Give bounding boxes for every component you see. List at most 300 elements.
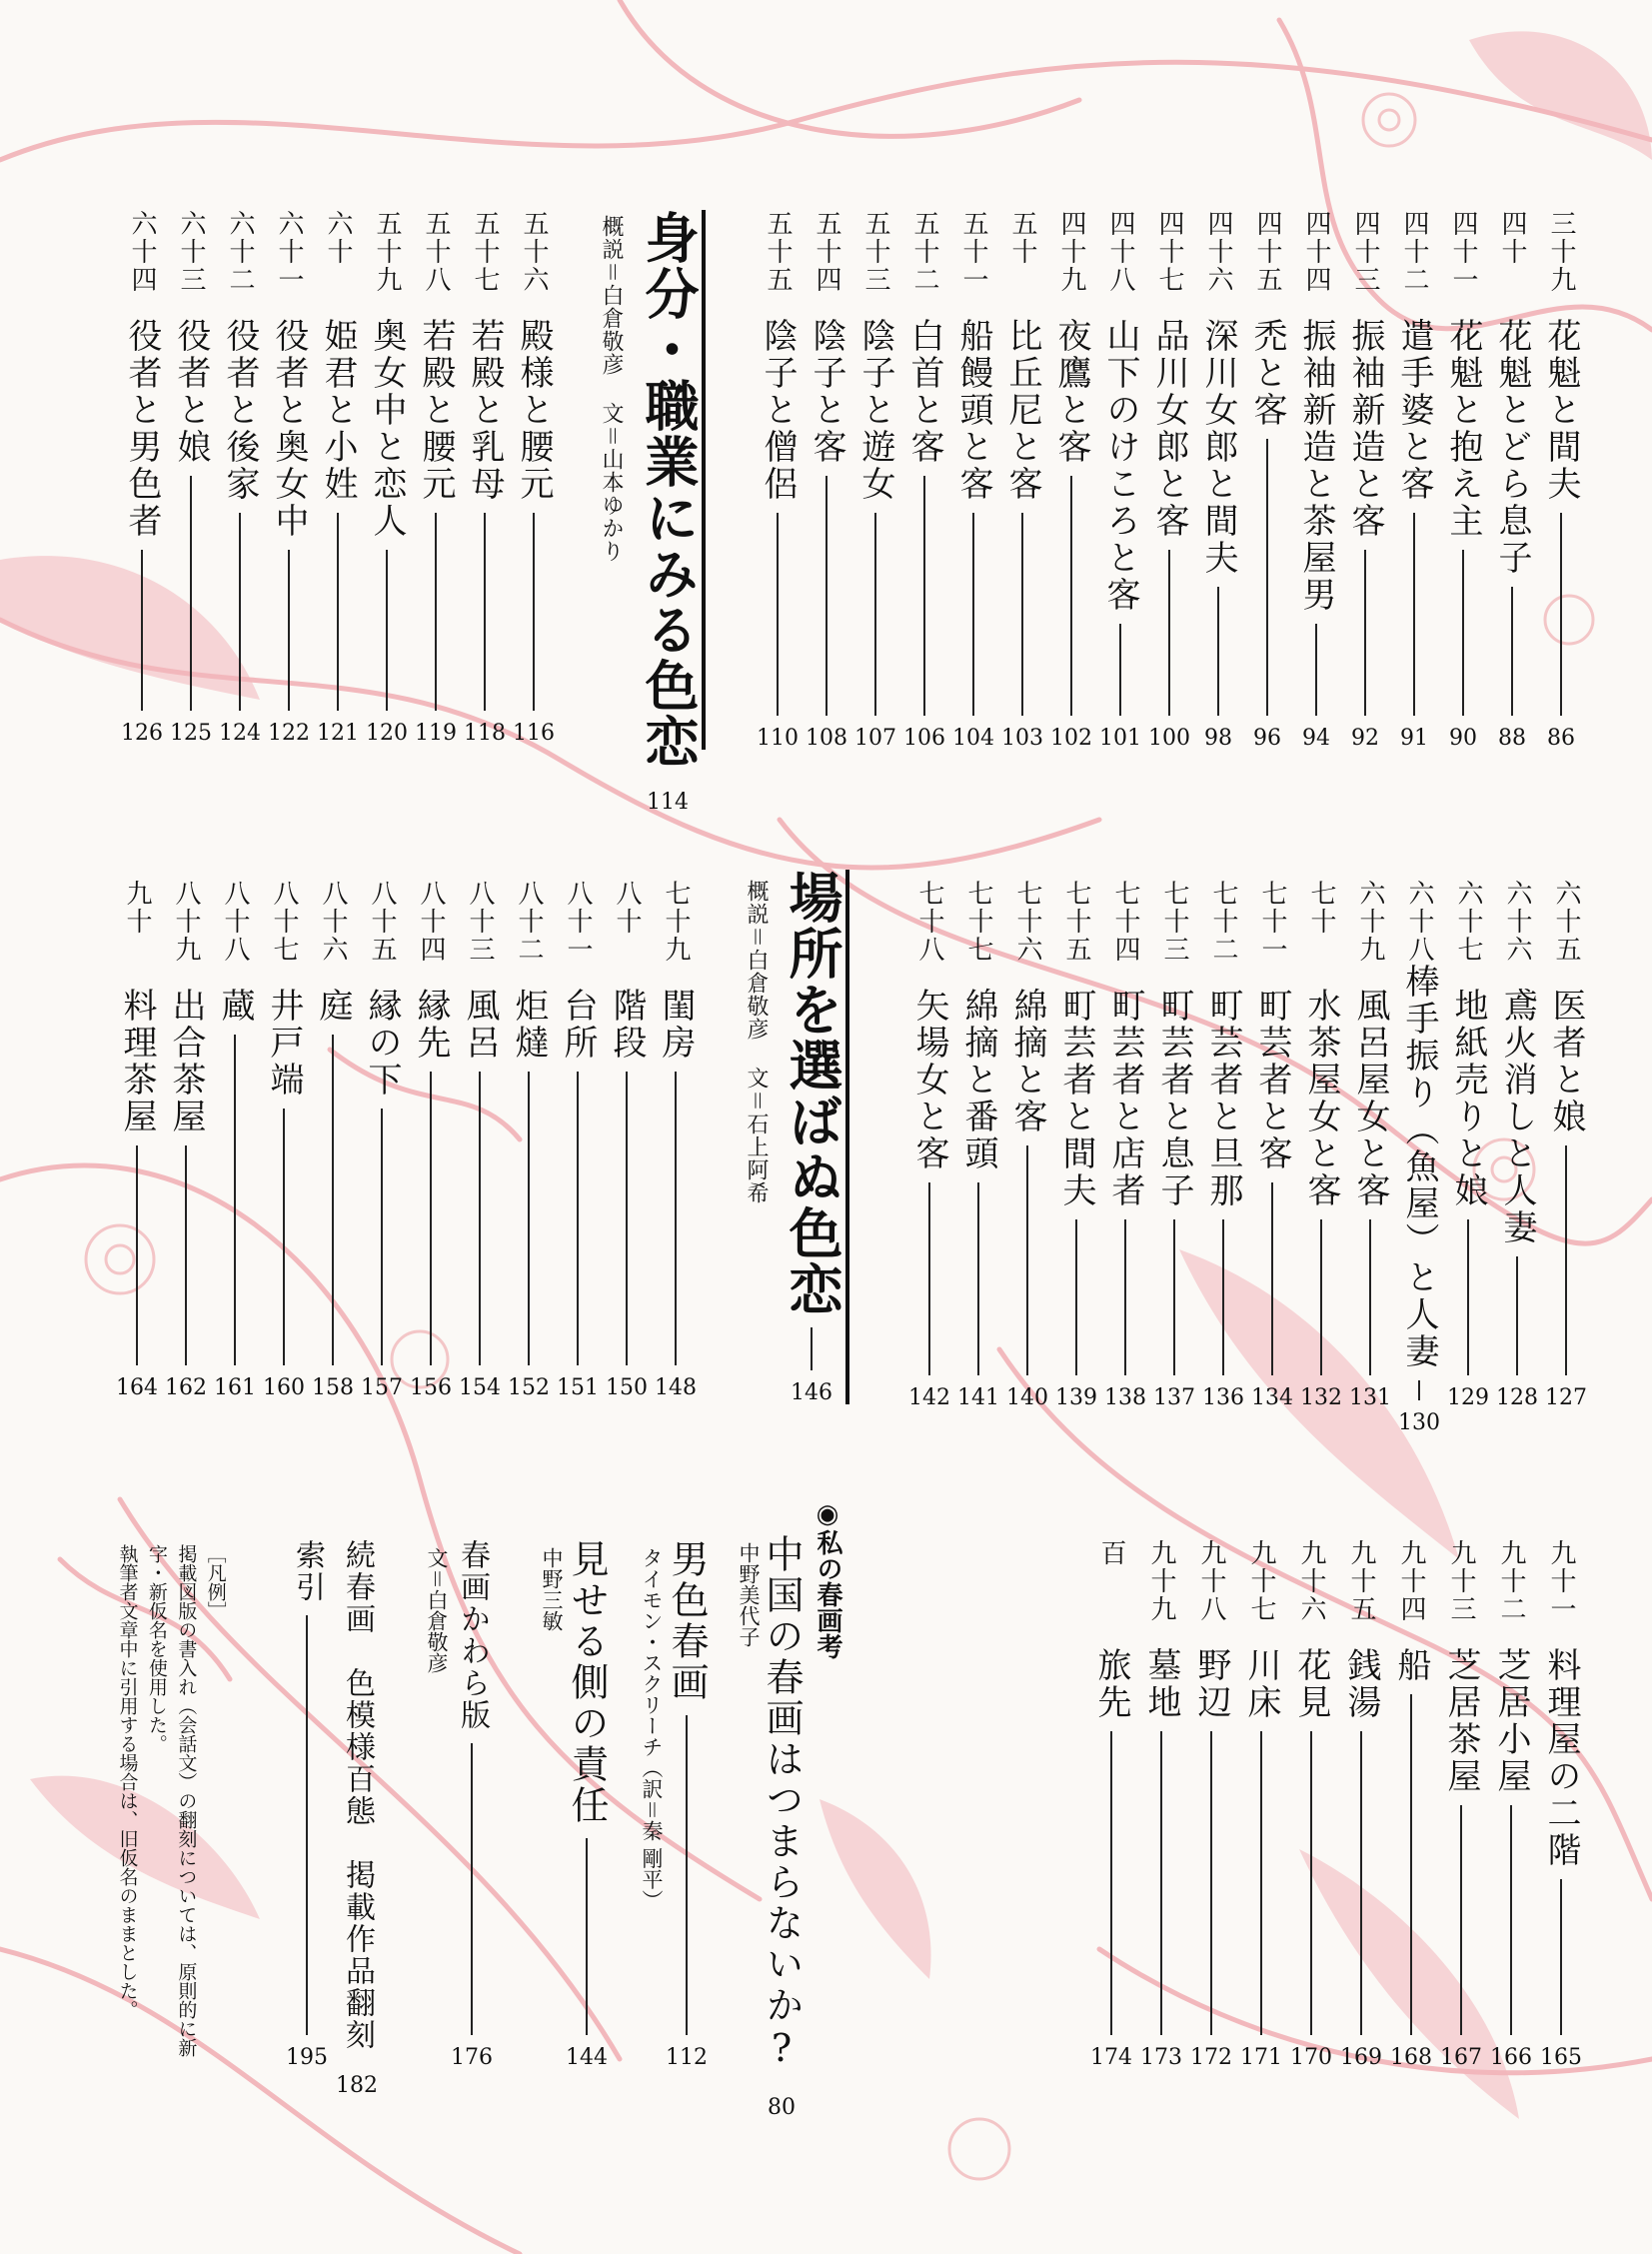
- leader-line: [306, 1615, 308, 2035]
- entry-title: 医者と娘: [1546, 988, 1586, 1135]
- entry-page: 157: [361, 1375, 403, 1400]
- leader-line: [1260, 1731, 1262, 2035]
- entry-title: 縁先: [411, 988, 451, 1062]
- leader-line: [1070, 476, 1072, 716]
- notes-line: 字・新仮名を使用した。: [145, 1544, 168, 1753]
- leader-line: [1266, 439, 1268, 716]
- toc-entry[interactable]: [605, 880, 649, 1399]
- entry-page: 158: [312, 1375, 354, 1400]
- entry-page: 125: [170, 721, 212, 746]
- leader-line: [528, 1072, 530, 1365]
- leader-line: [1510, 1805, 1512, 2035]
- entry-number: 七十五: [1061, 880, 1091, 964]
- leader-line: [826, 476, 827, 716]
- entry-title: 綿摘と客: [1007, 988, 1047, 1135]
- toc-entry[interactable]: [1343, 210, 1387, 750]
- entry-number: 九十六: [1296, 1539, 1326, 1623]
- leader-line: [1222, 1219, 1224, 1375]
- entry-number: 四十九: [1056, 210, 1086, 294]
- toc-entry[interactable]: [1348, 880, 1392, 1409]
- toc-entry[interactable]: [1489, 1539, 1533, 2069]
- entry-number: 五十七: [470, 210, 500, 294]
- leader-line: [874, 513, 876, 716]
- section-page: 146: [791, 1380, 832, 1405]
- leader-line: [1173, 1219, 1175, 1375]
- entry-title: 川床: [1241, 1647, 1281, 1721]
- entry-title: 墓地: [1141, 1647, 1181, 1721]
- leader-line: [1168, 550, 1170, 716]
- leader-line: [1369, 1219, 1371, 1375]
- toc-entry[interactable]: [1544, 880, 1588, 1409]
- section-writer: 文＝山本ゆかり: [599, 402, 624, 564]
- leader-line: [239, 513, 241, 711]
- entry-number: 四十四: [1301, 210, 1331, 294]
- entry-number: 四十: [1497, 210, 1527, 266]
- leader-line: [1364, 550, 1366, 716]
- entry-page: 131: [1349, 1385, 1391, 1410]
- entry-title: 若殿と乳母: [465, 318, 505, 503]
- entry-title: 禿と客: [1247, 318, 1287, 429]
- leader-line: [283, 1109, 285, 1365]
- essay-author: 中野美代子: [737, 1542, 761, 1647]
- leader-line: [136, 1145, 138, 1365]
- entry-page: 173: [1140, 2045, 1182, 2070]
- entry-number: 五十一: [958, 210, 988, 294]
- toc-entry[interactable]: [1152, 880, 1196, 1409]
- leader-line: [928, 1182, 930, 1375]
- toc-entry[interactable]: [169, 210, 213, 745]
- entry-page: 101: [1099, 726, 1141, 751]
- section-writer: 文＝石上阿希: [744, 1067, 769, 1205]
- toc-entry[interactable]: [1189, 1539, 1233, 2069]
- entry-title: 蔵: [215, 988, 255, 1025]
- leader-line: [1160, 1731, 1162, 2035]
- leader-line: [479, 1072, 481, 1365]
- toc-entry[interactable]: [164, 880, 208, 1399]
- entry-page: 103: [1001, 726, 1043, 751]
- leader-line: [1418, 1380, 1420, 1400]
- essay-page: 80: [768, 2095, 796, 2120]
- essay-entry[interactable]: [450, 1539, 494, 2069]
- essay-page: 195: [286, 2045, 328, 2070]
- essay-entry[interactable]: [760, 1534, 804, 2120]
- toc-entry[interactable]: [902, 210, 946, 750]
- entry-title: 芝居茶屋: [1441, 1647, 1481, 1795]
- toc-entry[interactable]: [1441, 210, 1485, 750]
- toc-entry[interactable]: [512, 210, 556, 745]
- entry-title: 役者と奥女中: [269, 318, 309, 540]
- entry-title: 地紙売りと娘: [1448, 988, 1488, 1209]
- toc-entry[interactable]: [956, 880, 1000, 1409]
- toc-entry[interactable]: [853, 210, 897, 750]
- entry-title: 縁の下: [362, 988, 402, 1099]
- essay-page: 182: [336, 2073, 378, 2098]
- entry-page: 152: [508, 1375, 550, 1400]
- toc-entry[interactable]: [951, 210, 995, 750]
- toc-entry[interactable]: [1389, 1539, 1433, 2069]
- entry-page: 98: [1204, 726, 1232, 751]
- leader-line: [1075, 1219, 1077, 1375]
- entry-number: 六十九: [1355, 880, 1385, 964]
- entry-title: 花魁と間夫: [1541, 318, 1581, 503]
- section-credits: [600, 215, 622, 563]
- section-heading[interactable]: [636, 210, 700, 815]
- leader-line: [533, 513, 535, 711]
- entry-title: 芝居小屋: [1491, 1647, 1531, 1795]
- leader-line: [1217, 587, 1219, 716]
- toc-entry[interactable]: [1201, 880, 1245, 1409]
- entry-page: 164: [116, 1375, 158, 1400]
- toc-entry[interactable]: [654, 880, 698, 1399]
- leader-line: [1467, 1219, 1469, 1375]
- essay-entry[interactable]: [665, 1539, 709, 2069]
- entry-number: 四十五: [1252, 210, 1282, 294]
- entry-page: 108: [806, 726, 847, 751]
- entry-number: 四十二: [1399, 210, 1429, 294]
- essay-author: 中野三敏: [540, 1547, 564, 1631]
- entry-page: 120: [366, 721, 408, 746]
- essay-title: 中国の春画はつまらないか?: [760, 1534, 804, 2073]
- toc-entry[interactable]: [218, 210, 262, 745]
- leader-line: [1360, 1731, 1362, 2035]
- toc-entry[interactable]: [360, 880, 404, 1399]
- essay-title: 続春画 色模様百態 掲載作品翻刻: [340, 1539, 375, 2051]
- section-credits: [745, 880, 767, 1204]
- toc-entry[interactable]: [1294, 210, 1338, 750]
- entry-number: 九十五: [1346, 1539, 1376, 1623]
- entry-number: 七十八: [914, 880, 944, 964]
- entry-title: 役者と男色者: [122, 318, 162, 540]
- entry-number: 六十二: [225, 210, 255, 294]
- entry-title: 風呂屋女と客: [1350, 988, 1390, 1209]
- toc-entry[interactable]: [1049, 210, 1093, 750]
- entry-title: 階段: [607, 988, 647, 1062]
- section-heading[interactable]: [780, 870, 843, 1404]
- entry-title: 奥女中と恋人: [367, 318, 407, 540]
- entry-title: 白首と客: [904, 318, 944, 466]
- leader-line: [430, 1072, 432, 1365]
- entry-title: 船饅頭と客: [953, 318, 993, 503]
- entry-number: 五十五: [763, 210, 793, 294]
- entry-number: 六十六: [1502, 880, 1532, 964]
- entry-number: 六十七: [1453, 880, 1483, 964]
- entry-number: 七十九: [661, 880, 691, 964]
- entry-title: 町芸者と旦那: [1203, 988, 1243, 1209]
- toc-entry[interactable]: [414, 210, 458, 745]
- entry-title: 鳶火消しと人妻: [1497, 988, 1537, 1246]
- leader-line: [1462, 550, 1464, 716]
- entry-title: 夜鷹と客: [1051, 318, 1091, 466]
- entry-title: 出合茶屋: [166, 988, 206, 1135]
- toc-entry[interactable]: [1245, 210, 1289, 750]
- entry-number: 六十四: [127, 210, 157, 294]
- essay-page: 176: [451, 2045, 493, 2070]
- toc-entry[interactable]: [556, 880, 600, 1399]
- entry-title: 閨房: [656, 988, 696, 1062]
- toc-entry[interactable]: [1339, 1539, 1383, 2069]
- entry-number: 九十四: [1396, 1539, 1426, 1623]
- entry-page: 172: [1190, 2045, 1232, 2070]
- entry-number: 七十三: [1159, 880, 1189, 964]
- leader-line: [972, 513, 974, 716]
- toc-entry[interactable]: [1289, 1539, 1333, 2069]
- toc-entry[interactable]: [1239, 1539, 1283, 2069]
- editorial-notes: [112, 1544, 230, 2057]
- leader-line: [1310, 1731, 1312, 2035]
- toc-entry[interactable]: [409, 880, 453, 1399]
- section-rule: [702, 210, 706, 750]
- entry-title: 井戸端: [264, 988, 304, 1099]
- entry-page: 92: [1351, 726, 1379, 751]
- toc-entry[interactable]: [1539, 210, 1583, 750]
- entry-number: 七十七: [963, 880, 993, 964]
- entry-title: 役者と後家: [220, 318, 260, 503]
- essays-header: ◉私の春画考: [813, 1499, 842, 1659]
- essay-author: タイモン・スクリーチ（訳＝秦 剛平）: [640, 1547, 664, 1911]
- leader-line: [811, 1327, 813, 1370]
- leader-line: [626, 1072, 628, 1365]
- essay-author: 文＝白倉敬彦: [425, 1547, 449, 1673]
- entry-number: 九十七: [1246, 1539, 1276, 1623]
- toc-entry[interactable]: [1098, 210, 1142, 750]
- leader-line: [484, 513, 486, 711]
- leader-line: [1315, 624, 1317, 716]
- leader-line: [1565, 1145, 1567, 1375]
- toc-entry[interactable]: [1490, 210, 1534, 750]
- toc-entry[interactable]: [115, 880, 159, 1399]
- section-title: 身分・職業にみる色恋: [637, 210, 700, 770]
- entry-number: 四十一: [1448, 210, 1478, 294]
- entry-page: 138: [1104, 1385, 1146, 1410]
- toc-entry[interactable]: [463, 210, 507, 745]
- entry-page: 140: [1006, 1385, 1048, 1410]
- toc-entry[interactable]: [1495, 880, 1539, 1409]
- essay-entry[interactable]: [285, 1539, 329, 2069]
- entry-number: 八十五: [367, 880, 397, 964]
- entry-title: 振袖新造と客: [1345, 318, 1385, 540]
- entry-title: 料理茶屋: [117, 988, 157, 1135]
- toc-entry[interactable]: [262, 880, 306, 1399]
- entry-title: 比丘尼と客: [1002, 318, 1042, 503]
- toc-entry[interactable]: [365, 210, 409, 745]
- toc-entry[interactable]: [1397, 880, 1441, 1435]
- entry-number: 七十: [1306, 880, 1336, 936]
- entry-number: 九十九: [1146, 1539, 1176, 1623]
- entry-page: 86: [1547, 726, 1575, 751]
- toc-entry[interactable]: [1250, 880, 1294, 1409]
- entry-title: 船: [1391, 1647, 1431, 1684]
- entry-number: 九十八: [1196, 1539, 1226, 1623]
- entry-number: 八十六: [318, 880, 348, 964]
- entry-number: 六十三: [176, 210, 206, 294]
- essay-entry[interactable]: [335, 1539, 379, 2098]
- toc-entry[interactable]: [507, 880, 551, 1399]
- toc-entry[interactable]: [458, 880, 502, 1399]
- leader-line: [1210, 1731, 1212, 2035]
- entry-number: 四十七: [1154, 210, 1184, 294]
- toc-entry[interactable]: [1139, 1539, 1183, 2069]
- entry-page: 168: [1390, 2045, 1432, 2070]
- leader-line: [1413, 513, 1415, 716]
- entry-number: 三十九: [1546, 210, 1576, 294]
- entry-page: 124: [219, 721, 261, 746]
- entry-page: 91: [1400, 726, 1428, 751]
- entry-page: 127: [1545, 1385, 1587, 1410]
- toc-entry[interactable]: [1054, 880, 1098, 1409]
- entry-page: 166: [1490, 2045, 1532, 2070]
- entry-number: 九十三: [1446, 1539, 1476, 1623]
- toc-entry[interactable]: [267, 210, 311, 745]
- toc-entry[interactable]: [1299, 880, 1343, 1409]
- entry-title: 銭湯: [1341, 1647, 1381, 1721]
- entry-title: 町芸者と間夫: [1056, 988, 1096, 1209]
- leader-line: [923, 476, 925, 716]
- entry-title: 町芸者と息子: [1154, 988, 1194, 1209]
- entry-page: 162: [165, 1375, 207, 1400]
- leader-line: [1026, 1145, 1028, 1375]
- entry-page: 132: [1300, 1385, 1342, 1410]
- leader-line: [1021, 513, 1023, 716]
- entry-number: 六十五: [1551, 880, 1581, 964]
- toc-entry[interactable]: [311, 880, 355, 1399]
- entry-title: 遣手婆と客: [1394, 318, 1434, 503]
- toc-entry[interactable]: [1000, 210, 1044, 750]
- essay-title: 春画かわら版: [455, 1539, 490, 1731]
- entry-number: 八十七: [269, 880, 299, 964]
- entry-page: 116: [513, 721, 555, 746]
- entry-title: 役者と娘: [171, 318, 211, 466]
- toc-entry[interactable]: [316, 210, 360, 745]
- entry-title: 品川女郎と客: [1149, 318, 1189, 540]
- entry-title: 炬燵: [509, 988, 549, 1062]
- leader-line: [1410, 1694, 1412, 2035]
- entry-title: 野辺: [1191, 1647, 1231, 1721]
- entry-title: 振袖新造と茶屋男: [1296, 318, 1336, 614]
- entry-number: 五十: [1007, 210, 1037, 266]
- entry-page: 107: [854, 726, 896, 751]
- leader-line: [435, 513, 437, 711]
- entry-page: 171: [1240, 2045, 1282, 2070]
- entry-title: 町芸者と客: [1252, 988, 1292, 1172]
- toc-entry[interactable]: [805, 210, 848, 750]
- toc-entry[interactable]: [1147, 210, 1191, 750]
- essay-title: 索引: [290, 1539, 325, 1603]
- entry-number: 八十: [612, 880, 642, 936]
- entry-page: 104: [952, 726, 994, 751]
- entry-page: 139: [1055, 1385, 1097, 1410]
- entry-number: 五十四: [812, 210, 841, 294]
- entry-title: 陰子と客: [807, 318, 846, 466]
- entry-page: 106: [903, 726, 945, 751]
- entry-number: 四十六: [1203, 210, 1233, 294]
- entry-page: 88: [1498, 726, 1526, 751]
- entry-number: 八十八: [220, 880, 250, 964]
- toc-entry[interactable]: [756, 210, 800, 750]
- entry-title: 花魁と抱え主: [1443, 318, 1483, 540]
- entry-number: 四十三: [1350, 210, 1380, 294]
- entry-page: 136: [1202, 1385, 1244, 1410]
- entry-number: 八十二: [514, 880, 544, 964]
- leader-line: [675, 1072, 677, 1365]
- notes-line: 執筆者文章中に引用する場合は、旧仮名のままとした。: [116, 1544, 139, 2019]
- entry-title: 台所: [558, 988, 598, 1062]
- entry-page: 142: [908, 1385, 950, 1410]
- entry-page: 134: [1251, 1385, 1293, 1410]
- leader-line: [1271, 1182, 1273, 1375]
- section-author: 概説＝白倉敬彦: [599, 215, 624, 377]
- leader-line: [190, 476, 192, 711]
- toc-entry[interactable]: [1103, 880, 1147, 1409]
- entry-number: 八十四: [416, 880, 446, 964]
- section-page: 114: [647, 790, 689, 815]
- toc-entry[interactable]: [1196, 210, 1240, 750]
- toc-entry[interactable]: [120, 210, 164, 745]
- entry-page: 148: [655, 1375, 697, 1400]
- entry-page: 128: [1496, 1385, 1538, 1410]
- essay-entry[interactable]: [565, 1539, 609, 2069]
- toc-entry[interactable]: [1392, 210, 1436, 750]
- leader-line: [1516, 1256, 1518, 1375]
- entry-page: 167: [1440, 2045, 1482, 2070]
- entry-title: 花見: [1291, 1647, 1331, 1721]
- entry-page: 151: [557, 1375, 599, 1400]
- leader-line: [977, 1182, 979, 1375]
- leader-line: [1110, 1731, 1112, 2035]
- entry-page: 156: [410, 1375, 452, 1400]
- entry-title: 殿様と腰元: [514, 318, 554, 503]
- toc-entry[interactable]: [907, 880, 951, 1409]
- toc-entry[interactable]: [213, 880, 257, 1399]
- entry-number: 六十八: [1404, 880, 1434, 964]
- entry-page: 94: [1302, 726, 1330, 751]
- leader-line: [386, 550, 388, 711]
- section-rule: [845, 870, 849, 1404]
- entry-number: 九十一: [1546, 1539, 1576, 1623]
- essay-page: 112: [666, 2045, 708, 2070]
- section-title: 場所を選ばぬ色恋: [781, 870, 843, 1317]
- entry-number: 百: [1096, 1539, 1126, 1567]
- entry-page: 130: [1398, 1410, 1440, 1435]
- toc-entry[interactable]: [1089, 1539, 1133, 2069]
- entry-page: 100: [1148, 726, 1190, 751]
- section-author: 概説＝白倉敬彦: [744, 880, 769, 1042]
- entry-page: 169: [1340, 2045, 1382, 2070]
- leader-line: [141, 550, 143, 711]
- leader-line: [586, 1838, 588, 2035]
- entry-title: 料理屋の二階: [1541, 1647, 1581, 1869]
- entry-page: 102: [1050, 726, 1092, 751]
- toc-entry[interactable]: [1005, 880, 1049, 1409]
- entry-number: 六十: [323, 210, 353, 266]
- entry-number: 四十八: [1105, 210, 1135, 294]
- entry-title: 綿摘と番頭: [958, 988, 998, 1172]
- toc-entry[interactable]: [1446, 880, 1490, 1409]
- entry-number: 五十三: [860, 210, 890, 294]
- toc-entry[interactable]: [1439, 1539, 1483, 2069]
- toc-entry[interactable]: [1539, 1539, 1583, 2069]
- leader-line: [577, 1072, 579, 1365]
- entry-number: 九十二: [1496, 1539, 1526, 1623]
- essay-title: 男色春画: [665, 1539, 709, 1703]
- leader-line: [1460, 1805, 1462, 2035]
- entry-number: 八十九: [171, 880, 201, 964]
- entry-number: 七十四: [1110, 880, 1140, 964]
- entry-number: 五十二: [909, 210, 939, 294]
- entry-title: 陰子と僧侶: [758, 318, 798, 503]
- entry-page: 121: [317, 721, 359, 746]
- entry-page: 160: [263, 1375, 305, 1400]
- entry-title: 陰子と遊女: [855, 318, 895, 503]
